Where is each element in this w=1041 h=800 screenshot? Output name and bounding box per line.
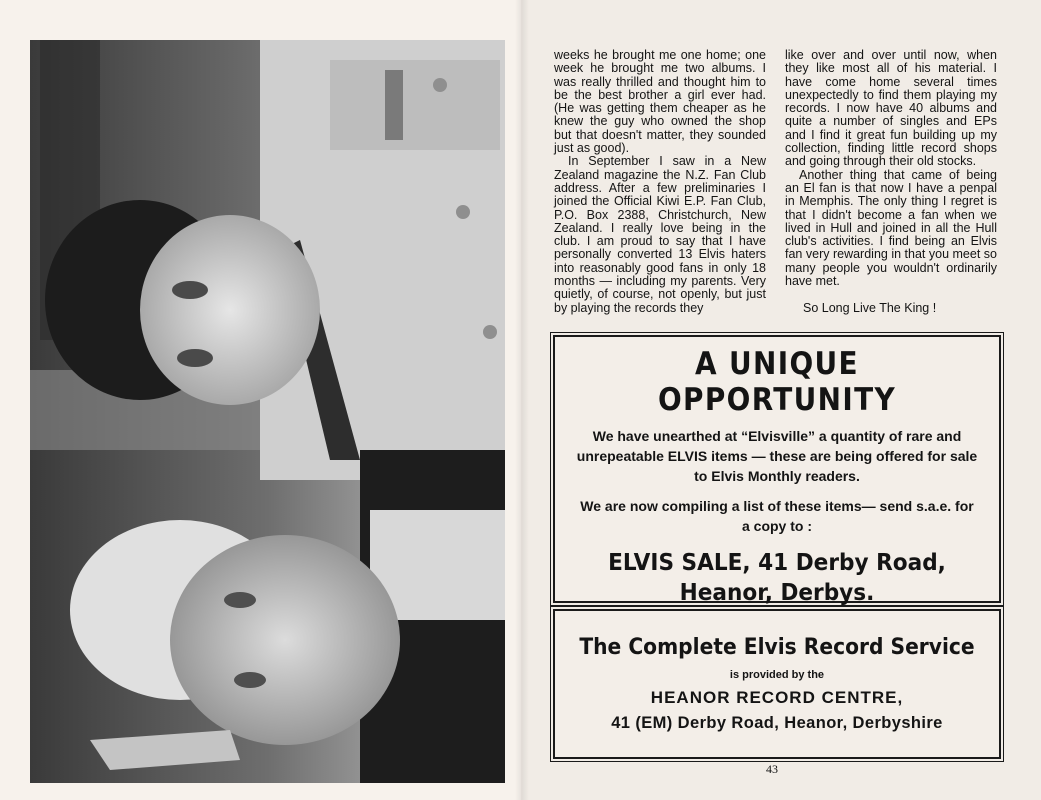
black-and-white-photo	[30, 40, 505, 783]
article-paragraph: like over and over until now, when they like most all of his material. I have come home several times unexpectedly to find them playing my records. I now have 40 albums and quite a number of singles and EPs and I find it great fun building up my collection, finding little record shops and going through their old stocks.	[785, 48, 997, 169]
page-gutter	[515, 0, 529, 800]
advert-paragraph: We are now compiling a list of these items— send s.a.e. for a copy to :	[580, 498, 974, 534]
advert-paragraph: We have unearthed at “Elvisville” a quantity of rare and unrepeatable ELVIS items — these are being offered for sale to Elvis Monthly readers.	[576, 428, 978, 484]
article-column-1	[554, 49, 766, 315]
service-address: 41 (EM) Derby Road, Heanor, Derbyshire	[611, 714, 943, 732]
advert-address-line: Heanor, Derbys.	[679, 580, 875, 606]
advert-address-line: ELVIS SALE, 41 Derby Road,	[608, 550, 946, 576]
service-title: The Complete Elvis Record Service	[579, 635, 975, 660]
article-paragraph: weeks he brought me one home; one week he brought me two albums. I was really thrilled and thought him to be the best brother a girl ever had. (He was getting them cheaper as he knew the guy who owned the shop but that doesn't matter, they sounded just as good).	[554, 48, 766, 156]
service-provided-text: is provided by the	[729, 669, 825, 681]
record-service-advert	[553, 609, 1001, 759]
article-paragraph: In September I saw in a New Zealand magazine the N.Z. Fan Club address. After a few preliminaries I joined the Official Kiwi E.P. Fan Club, P.O. Box 2388, Christchurch, New Zealand. I really love being in the club. I am proud to say that I have personally converted 13 Elvis haters into reasonably good fans in only 18 months — including my parents. Very quietly, of course, not openly, but just by playing the records they	[554, 154, 766, 315]
elvis-sale-advert	[553, 335, 1001, 606]
service-shop-name: HEANOR RECORD CENTRE,	[650, 688, 904, 707]
article-signoff: So Long Live The King !	[803, 301, 937, 316]
advert-headline: A UNIQUE OPPORTUNITY	[657, 346, 897, 418]
page-number: 43	[766, 762, 778, 776]
article-paragraph: Another thing that came of being an El fan is that now I have a penpal in Memphis. The only thing I regret is that I didn't become a fan when we lived in Hull and joined in all the Hull club's activities. I find being an Elvis fan very rewarding in that you meet so many people you wouldn't ordinarily have met.	[785, 167, 997, 289]
article-column-2	[785, 49, 997, 316]
